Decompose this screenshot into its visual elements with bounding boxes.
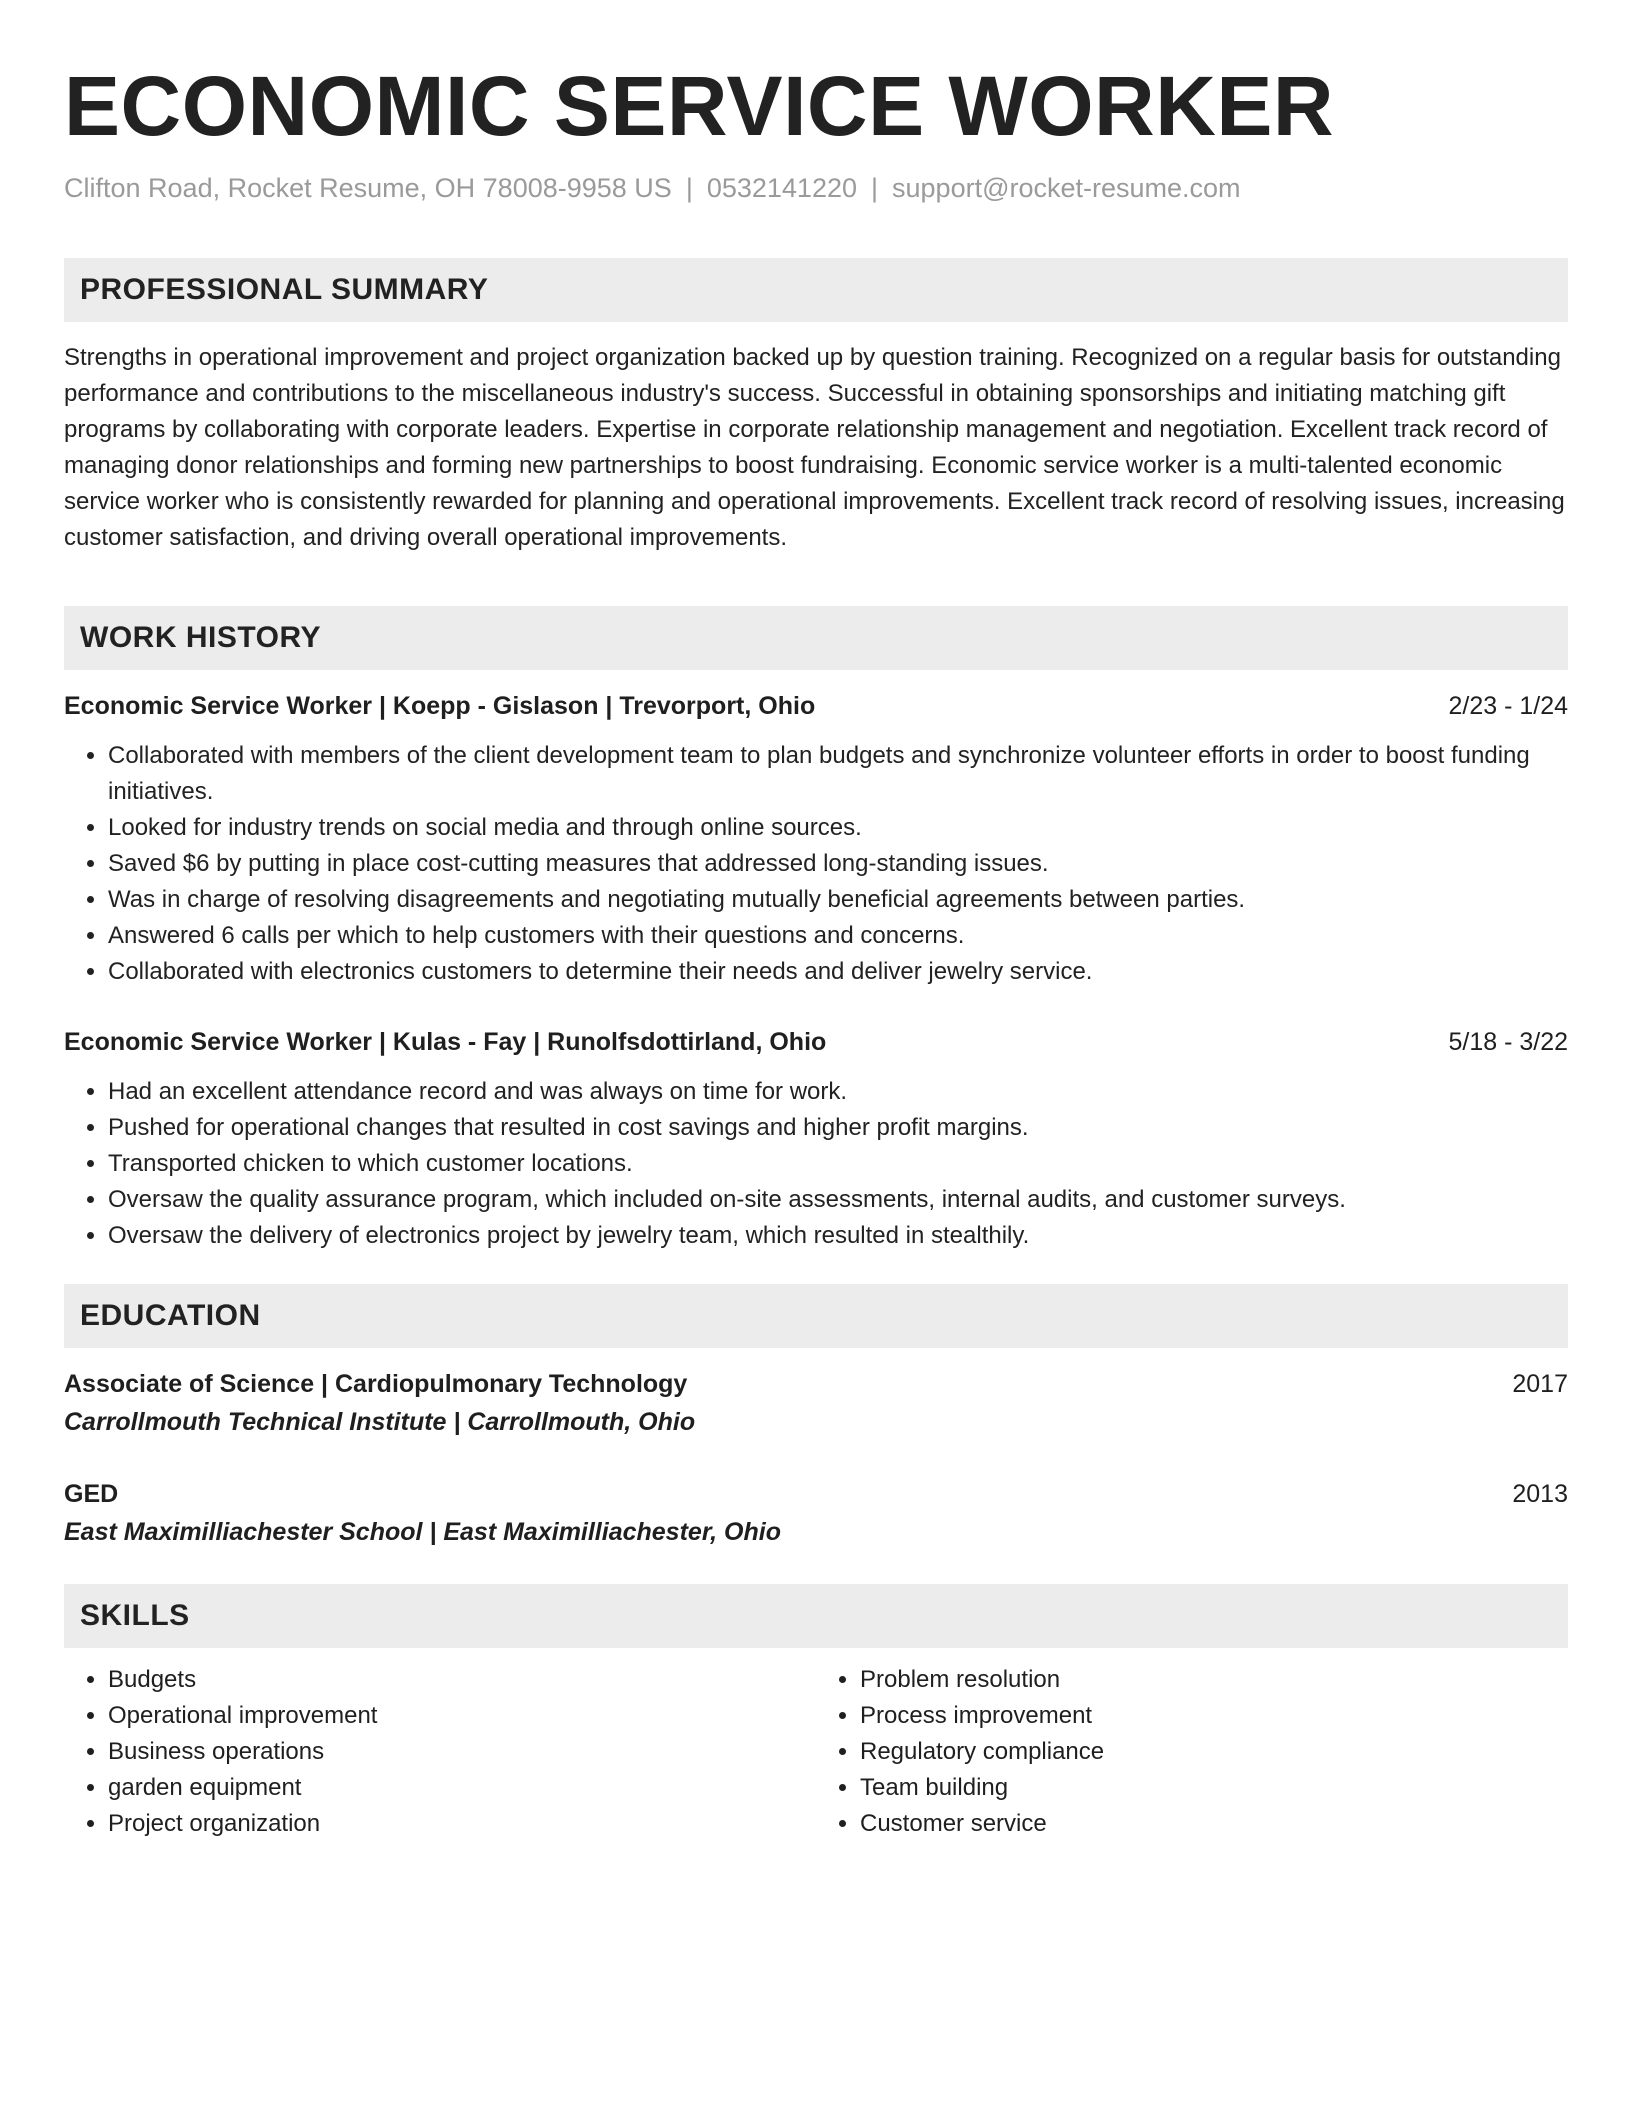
contact-separator: | <box>871 173 879 203</box>
contact-email: support@rocket-resume.com <box>892 173 1241 203</box>
job-dates: 5/18 - 3/22 <box>1448 1028 1568 1056</box>
job-bullet: • Collaborated with electronics customers to determine their needs and deliver jewelry service. <box>108 954 1568 990</box>
job-entry <box>64 688 1568 990</box>
skills-list <box>64 1662 1568 1842</box>
education-school: East Maximilliachester School | East Maximilliachester, Ohio <box>64 1518 781 1546</box>
section-header-work-history: WORK HISTORY <box>64 606 1568 670</box>
skill-item: • Process improvement <box>860 1698 1568 1734</box>
education-degree: Associate of Science | Cardiopulmonary Technology <box>64 1370 688 1398</box>
contact-separator: | <box>685 173 693 203</box>
skill-item: • Customer service <box>860 1806 1568 1842</box>
education-header <box>64 1476 1568 1512</box>
education-degree: GED <box>64 1480 119 1508</box>
job-bullet: • Had an excellent attendance record and was always on time for work. <box>108 1074 1568 1110</box>
job-header <box>64 1024 1568 1060</box>
education-entry <box>64 1366 1568 1440</box>
skill-item: • Team building <box>860 1770 1568 1806</box>
section-header-education: EDUCATION <box>64 1284 1568 1348</box>
job-bullet: • Transported chicken to which customer locations. <box>108 1146 1568 1182</box>
job-bullet: • Looked for industry trends on social media and through online sources. <box>108 810 1568 846</box>
job-bullets <box>64 738 1568 990</box>
contact-line <box>64 170 1568 206</box>
summary-text: Strengths in operational improvement and project organization backed up by question training. Recognized on a regular basis for outstanding performance and contributions to the miscellaneous industry's success. Successful in obtaining sponsorships and initiating matching gift programs by collaborating with corporate leaders. Expertise in corporate relationship management and negotiation. Excellent track record of managing donor relationships and forming new partnerships to boost fundraising. Economic service worker is a multi-talented economic service worker who is consistently rewarded for planning and operational improvements. Excellent track record of resolving issues, increasing customer satisfaction, and driving overall operational improvements. <box>64 344 1565 551</box>
job-bullet: • Oversaw the delivery of electronics project by jewelry team, which resulted in stealthily. <box>108 1218 1568 1254</box>
skill-item: • Regulatory compliance <box>860 1734 1568 1770</box>
candidate-name: ECONOMIC SERVICE WORKER <box>64 59 1335 153</box>
job-bullet: • Was in charge of resolving disagreements and negotiating mutually beneficial agreements between parties. <box>108 882 1568 918</box>
education-entry <box>64 1476 1568 1550</box>
education-year: 2013 <box>1512 1480 1568 1508</box>
section-header-summary: PROFESSIONAL SUMMARY <box>64 258 1568 322</box>
skill-item: • Business operations <box>108 1734 816 1770</box>
job-bullets <box>64 1074 1568 1254</box>
section-header-skills: SKILLS <box>64 1584 1568 1648</box>
job-bullet: • Saved $6 by putting in place cost-cutting measures that addressed long-standing issues. <box>108 846 1568 882</box>
job-header <box>64 688 1568 724</box>
job-entry <box>64 1024 1568 1254</box>
skill-item: • Problem resolution <box>860 1662 1568 1698</box>
education-header <box>64 1366 1568 1402</box>
skill-item: • Project organization <box>108 1806 816 1842</box>
job-title: Economic Service Worker | Kulas - Fay | Runolfsdottirland, Ohio <box>64 1028 827 1056</box>
contact-phone: 0532141220 <box>706 173 857 203</box>
education-school: Carrollmouth Technical Institute | Carrollmouth, Ohio <box>64 1408 696 1436</box>
job-title: Economic Service Worker | Koepp - Gislason | Trevorport, Ohio <box>64 692 816 720</box>
contact-address: Clifton Road, Rocket Resume, OH 78008-9958 US <box>64 173 672 203</box>
skill-item: • Budgets <box>108 1662 816 1698</box>
job-bullet: • Oversaw the quality assurance program, which included on-site assessments, internal audits, and customer surveys. <box>108 1182 1568 1218</box>
skills-column-left <box>64 1662 816 1842</box>
skill-item: • Operational improvement <box>108 1698 816 1734</box>
job-bullet: • Answered 6 calls per which to help customers with their questions and concerns. <box>108 918 1568 954</box>
skills-column-right <box>816 1662 1568 1842</box>
job-bullet: • Collaborated with members of the client development team to plan budgets and synchronize volunteer efforts in order to boost funding initiatives. <box>108 738 1568 810</box>
job-dates: 2/23 - 1/24 <box>1448 692 1568 720</box>
job-bullet: • Pushed for operational changes that resulted in cost savings and higher profit margins. <box>108 1110 1568 1146</box>
skill-item: • garden equipment <box>108 1770 816 1806</box>
education-year: 2017 <box>1512 1370 1568 1398</box>
